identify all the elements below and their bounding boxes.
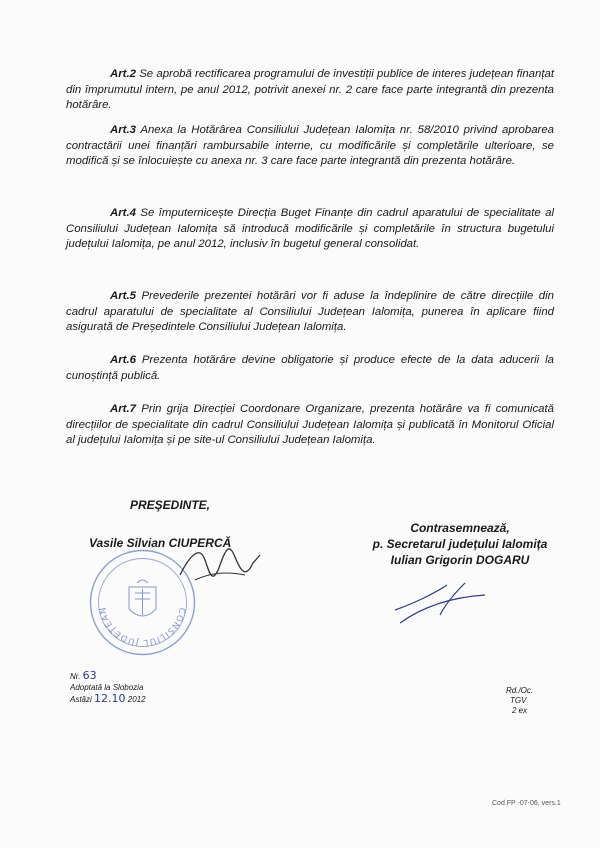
secretary-signature [385,575,495,630]
article-2: Art.2 Se aprobă rectificarea programului de investiții publice de interes județean finanțat din împrumutul intern, pe anul 2012, potrivit anexei nr. 2 care face parte integrantă din prezenta hotărâre. [66,68,554,112]
article-6: Art.6 Prezenta hotărâre devine obligatorie și produce efecte de la data aducerii la cunoștință publică. [66,354,554,382]
svg-text:CONSILIUL JUDEȚEAN: CONSILIUL JUDEȚEAN [98,605,187,648]
article-5: Art.5 Prevederile prezentei hotărâri vor fi aduse la îndeplinire de către direcțiile din cadrul aparatului de specialitate al Consiliului Județean Ialomița, punerea în aplicare fiind asigurată de Președintele Consiliului Județean Ialomița. [66,290,554,334]
registration-info: Nr. 63 Adoptată la Slobozia Astăzi 12.10 2012 [70,669,146,705]
president-name: Vasile Silvian CIUPERCĂ [89,536,232,550]
article-3: Art.3 Anexa la Hotărârea Consiliului Județean Ialomița nr. 58/2010 privind aprobarea contractării unei finanțări rambursabile interne, cu modificările și completările ulterioare, se modifică și se înlocuiește cu anexa nr. 3 care face parte integrantă din prezenta hotărâre. [66,124,554,168]
form-code: Cod FP -07-06, vers.1 [492,800,561,807]
countersign-block [360,520,560,568]
article-4: Art.4 Se împuternicește Direcția Buget Finanțe din cadrul aparatului de specialitate al Consiliului Județean Ialomița să introducă modificările și completările în structura bugetului județului Ialomița, pe anul 2012, inclusiv în bugetul general consolidat. [66,207,554,251]
countersign-title: Contrasemnează, [410,521,510,535]
coat-of-arms-icon [129,580,156,616]
decision-number: 63 [82,669,97,682]
article-7: Art.7 Prin grija Direcției Coordonare Organizare, prezenta hotărâre va fi comunicată direcțiilor de specialitate din cadrul Consiliului Județean Ialomița și publicată în Monitorul Oficial al județului Ialomița și pe site-ul Consiliului Județean Ialomița. [66,403,554,447]
countersign-name: Iulian Grigorin DOGARU [390,553,530,567]
president-title: PREŞEDINTE, [130,498,211,512]
drafting-info: Rd./Oc. TGV 2 ex [506,686,534,715]
decision-date: 12.10 [94,692,126,705]
president-signature [175,535,265,595]
countersign-role: p. Secretarul județului Ialomița [372,537,548,551]
